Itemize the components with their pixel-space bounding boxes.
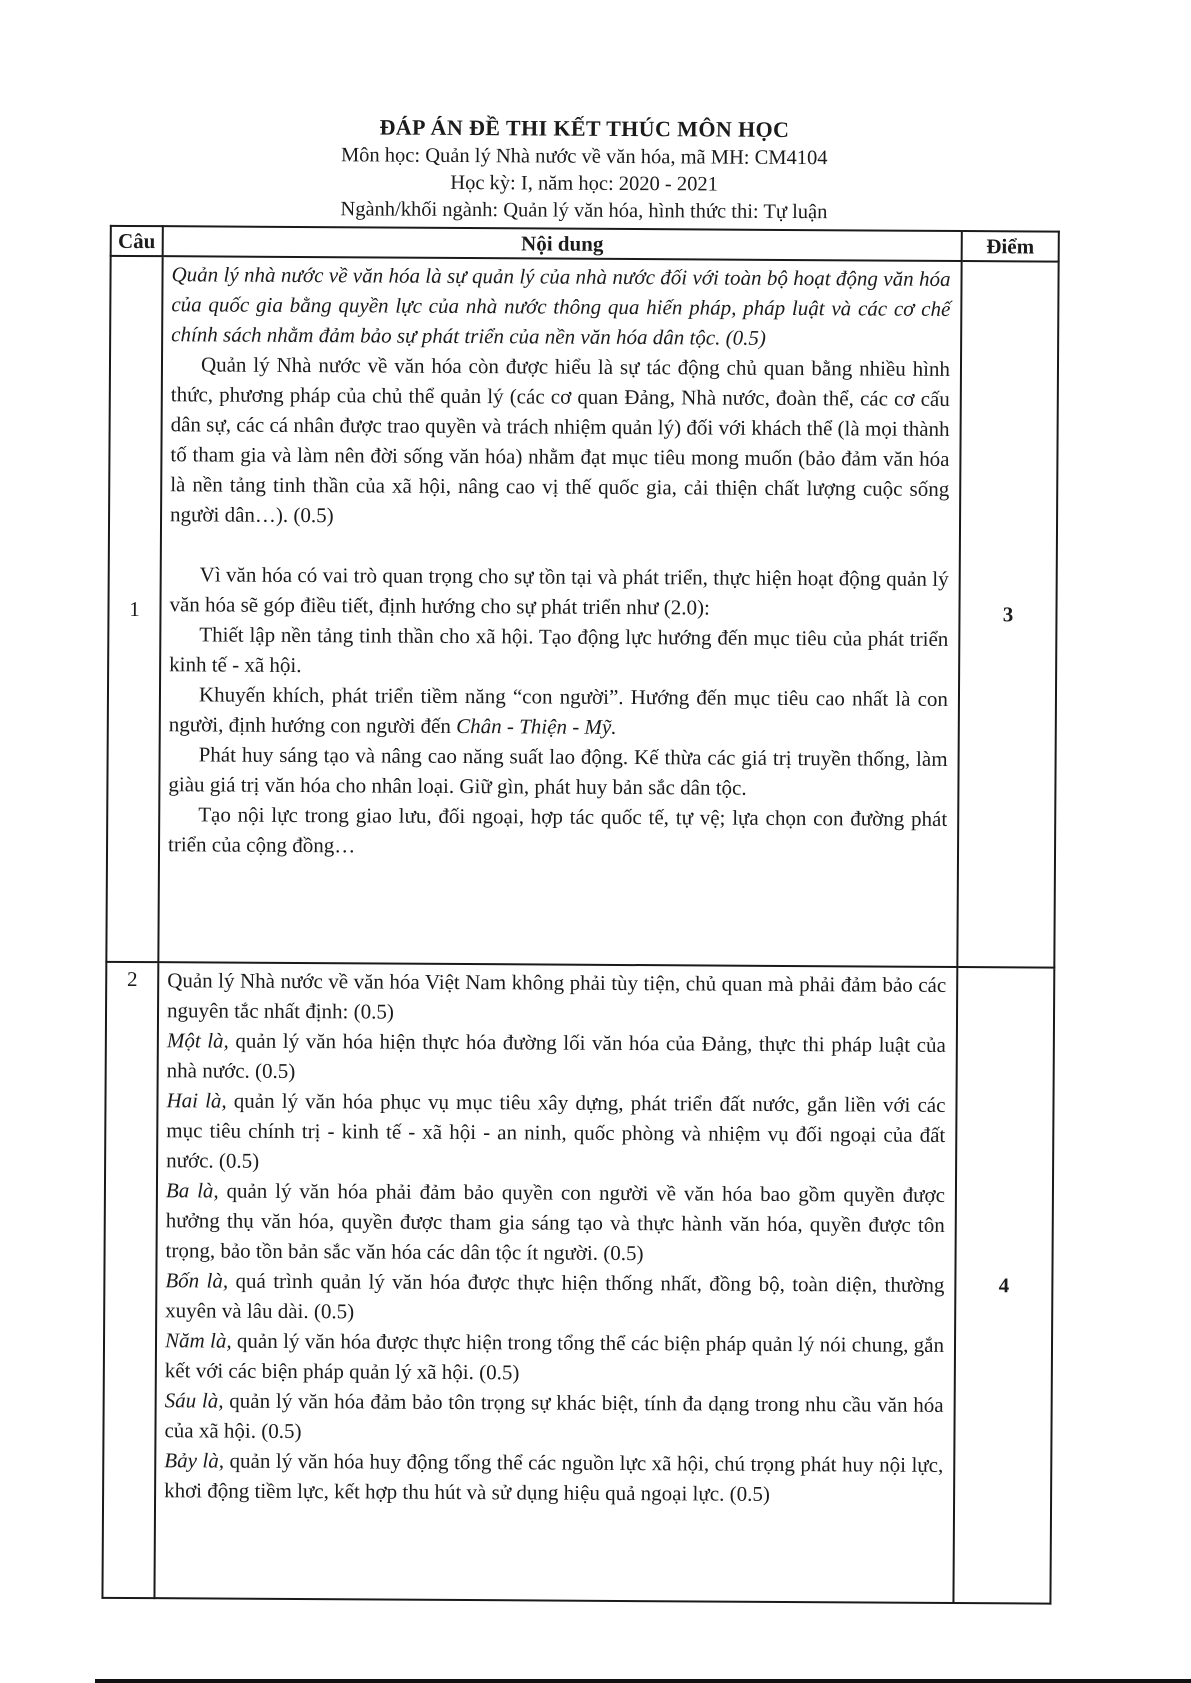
document-header [110, 111, 1059, 228]
column-header-score: Điểm [962, 231, 1059, 262]
answer-content-2 [154, 962, 957, 1603]
answer-paragraph: Quản lý Nhà nước về văn hóa Việt Nam không phải tùy tiện, chủ quan mà phải đảm bảo các nguyên tắc nhất định: (0.5) [166, 968, 947, 1024]
score-2: 4 [953, 967, 1054, 1604]
answer-paragraph: Một là, quản lý văn hóa hiện thực hóa đường lối văn hóa của Đảng, thực thi pháp luật của nhà nước. (0.5) [166, 1028, 946, 1083]
column-header-content: Nội dung [163, 226, 962, 261]
answer-paragraph: Tạo nội lực trong giao lưu, đối ngoại, hợp tác quốc tế, tự vệ; lựa chọn con đường phát triển của cộng đồng… [167, 802, 948, 858]
header-semester-line: Học kỳ: I, năm học: 2020 - 2021 [450, 171, 718, 196]
header-major-line: Ngành/khối ngành: Quản lý văn hóa, hình thức thi: Tự luận [340, 198, 828, 224]
answer-table [101, 225, 1059, 1605]
answer-paragraph: Thiết lập nền tảng tinh thần cho xã hội. Tạo động lực hướng đến mục tiêu của phát triển kinh tế - xã hội. [169, 622, 949, 678]
column-header-question: Câu [111, 226, 163, 256]
document-title: ĐÁP ÁN ĐỀ THI KẾT THÚC MÔN HỌC [379, 114, 790, 142]
answer-paragraph: Bốn là, quá trình quản lý văn hóa được thực hiện thống nhất, đồng bộ, toàn diện, thường xuyên và lâu dài. (0.5) [165, 1268, 945, 1324]
answer-row-2 [102, 962, 1054, 1604]
question-number-2: 2 [102, 962, 158, 1598]
score-1: 3 [957, 261, 1058, 968]
answer-paragraph: Bảy là, quản lý văn hóa huy động tổng thể các nguồn lực xã hội, chú trọng phát huy nội lực, khơi động tiềm lực, kết hợp thu hút và sử dụng hiệu quả ngoại lực. (0.5) [164, 1448, 944, 1506]
answer-paragraph: Quản lý Nhà nước về văn hóa còn được hiểu là sự tác động chủ quan bằng nhiều hình thức, phương pháp của chủ thể quản lý (các cơ quan Đảng, Nhà nước, đoàn thể, các cơ cấu dân sự, các cá nhân được trao quyền và trách nhiệm quản lý) đối với khách thể (là mọi thành tố tham gia và làm nên đời sống văn hóa) nhằm đạt mục tiêu mong muốn (bảo đảm văn hóa là nền tảng tinh thần của xã hội, nâng cao vị thế quốc gia, cải thiện chất lượng cuộc sống người dân…). (0.5) [170, 352, 951, 528]
answer-paragraph: Sáu là, quản lý văn hóa đảm bảo tôn trọng sự khác biệt, tính đa dạng trong nhu cầu văn hóa của xã hội. (0.5) [164, 1388, 944, 1444]
answer-paragraph: Ba là, quản lý văn hóa phải đảm bảo quyền con người về văn hóa bao gồm quyền được hưởng thụ văn hóa, quyền được tham gia sáng tạo và thực hành văn hóa, quyền được tôn trọng, bảo tồn bản sắc văn hóa các dân tộc ít người. (0.5) [165, 1178, 946, 1266]
header-subject-line: Môn học: Quản lý Nhà nước về văn hóa, mã MH: CM4104 [340, 144, 828, 170]
answer-paragraph: Năm là, quản lý văn hóa được thực hiện trong tổng thể các biện pháp quản lý nói chung, gắn kết với các biện pháp quản lý xã hội. (0.5) [164, 1328, 945, 1385]
answer-paragraph: Khuyến khích, phát triển tiềm năng “con người”. Hướng đến mục tiêu cao nhất là con người, định hướng con người đến Chân - Thiện - Mỹ. [168, 682, 949, 739]
answer-paragraph: Vì văn hóa có vai trò quan trọng cho sự tồn tại và phát triển, thực hiện hoạt động quản lý văn hóa sẽ góp điều tiết, định hướng cho sự phát triển như (2.0): [169, 562, 949, 620]
question-number-1: 1 [106, 256, 162, 962]
answer-content-1 [158, 256, 961, 967]
answer-paragraph: Phát huy sáng tạo và nâng cao năng suất lao động. Kế thừa các giá trị truyền thống, làm giàu giá trị văn hóa cho nhân loại. Giữ gìn, phát huy bản sắc dân tộc. [168, 742, 948, 800]
answer-paragraph: Quản lý nhà nước về văn hóa là sự quản lý của nhà nước đối với toàn bộ hoạt động văn hóa của quốc gia bằng quyền lực của nhà nước thông qua hiến pháp, pháp luật và các cơ chế chính sách nhằm đảm bảo sự phát triển của nền văn hóa dân tộc. (0.5) [171, 262, 951, 350]
answer-paragraph: Hai là, quản lý văn hóa phục vụ mục tiêu xây dựng, phát triển đất nước, gắn liền với các mục tiêu chính trị - kinh tế - xã hội - an ninh, quốc phòng và nhiệm vụ đối ngoại của đất nước. (0.5) [166, 1088, 946, 1173]
answer-row-1 [106, 256, 1058, 968]
scan-edge-artifact [95, 1679, 1191, 1683]
